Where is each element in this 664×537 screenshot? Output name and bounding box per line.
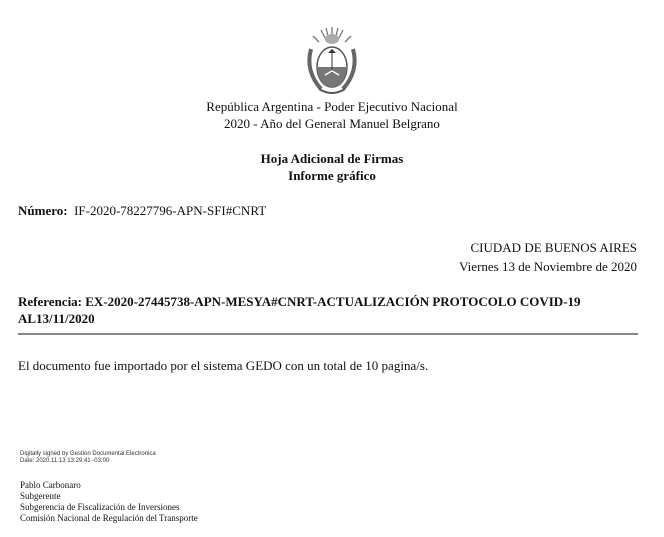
signer-name: Pablo Carbonaro [20,480,81,490]
document-subtitle: Informe gráfico [288,168,376,183]
divider [18,333,638,335]
referencia-value: EX-2020-27445738-APN-MESYA#CNRT-ACTUALIZACIÓN PROTOCOLO COVID-19 AL13/11/2020 [18,294,581,326]
signer-role: Subgerente [20,491,61,501]
referencia-row [18,293,638,327]
city: CIUDAD DE BUENOS AIRES [470,240,637,255]
referencia-label: Referencia: [18,294,83,309]
digital-signature-line-2: Date: 2020.11.13 13:29:41 -03:00 [20,458,110,464]
date: Viernes 13 de Noviembre de 2020 [459,259,637,274]
coat-of-arms-icon [301,25,363,97]
digital-signature [20,451,156,465]
numero-value: IF-2020-78227796-APN-SFI#CNRT [74,203,267,218]
numero-row [18,203,266,219]
document-title: Hoja Adicional de Firmas [260,151,404,166]
signer-org: Comisión Nacional de Regulación del Transporte [20,513,198,523]
numero-label: Número: [18,203,68,218]
header-line-1: República Argentina - Poder Ejecutivo Nacional [206,99,458,114]
signer-unit: Subgerencia de Fiscalización de Inversiones [20,502,180,512]
signer-block [20,480,198,524]
digital-signature-line-1: Digitally signed by Gestion Documental Electronica [20,451,156,457]
header-line-2: 2020 - Año del General Manuel Belgrano [224,116,440,131]
body-text: El documento fue importado por el sistema GEDO con un total de 10 pagina/s. [18,358,429,373]
